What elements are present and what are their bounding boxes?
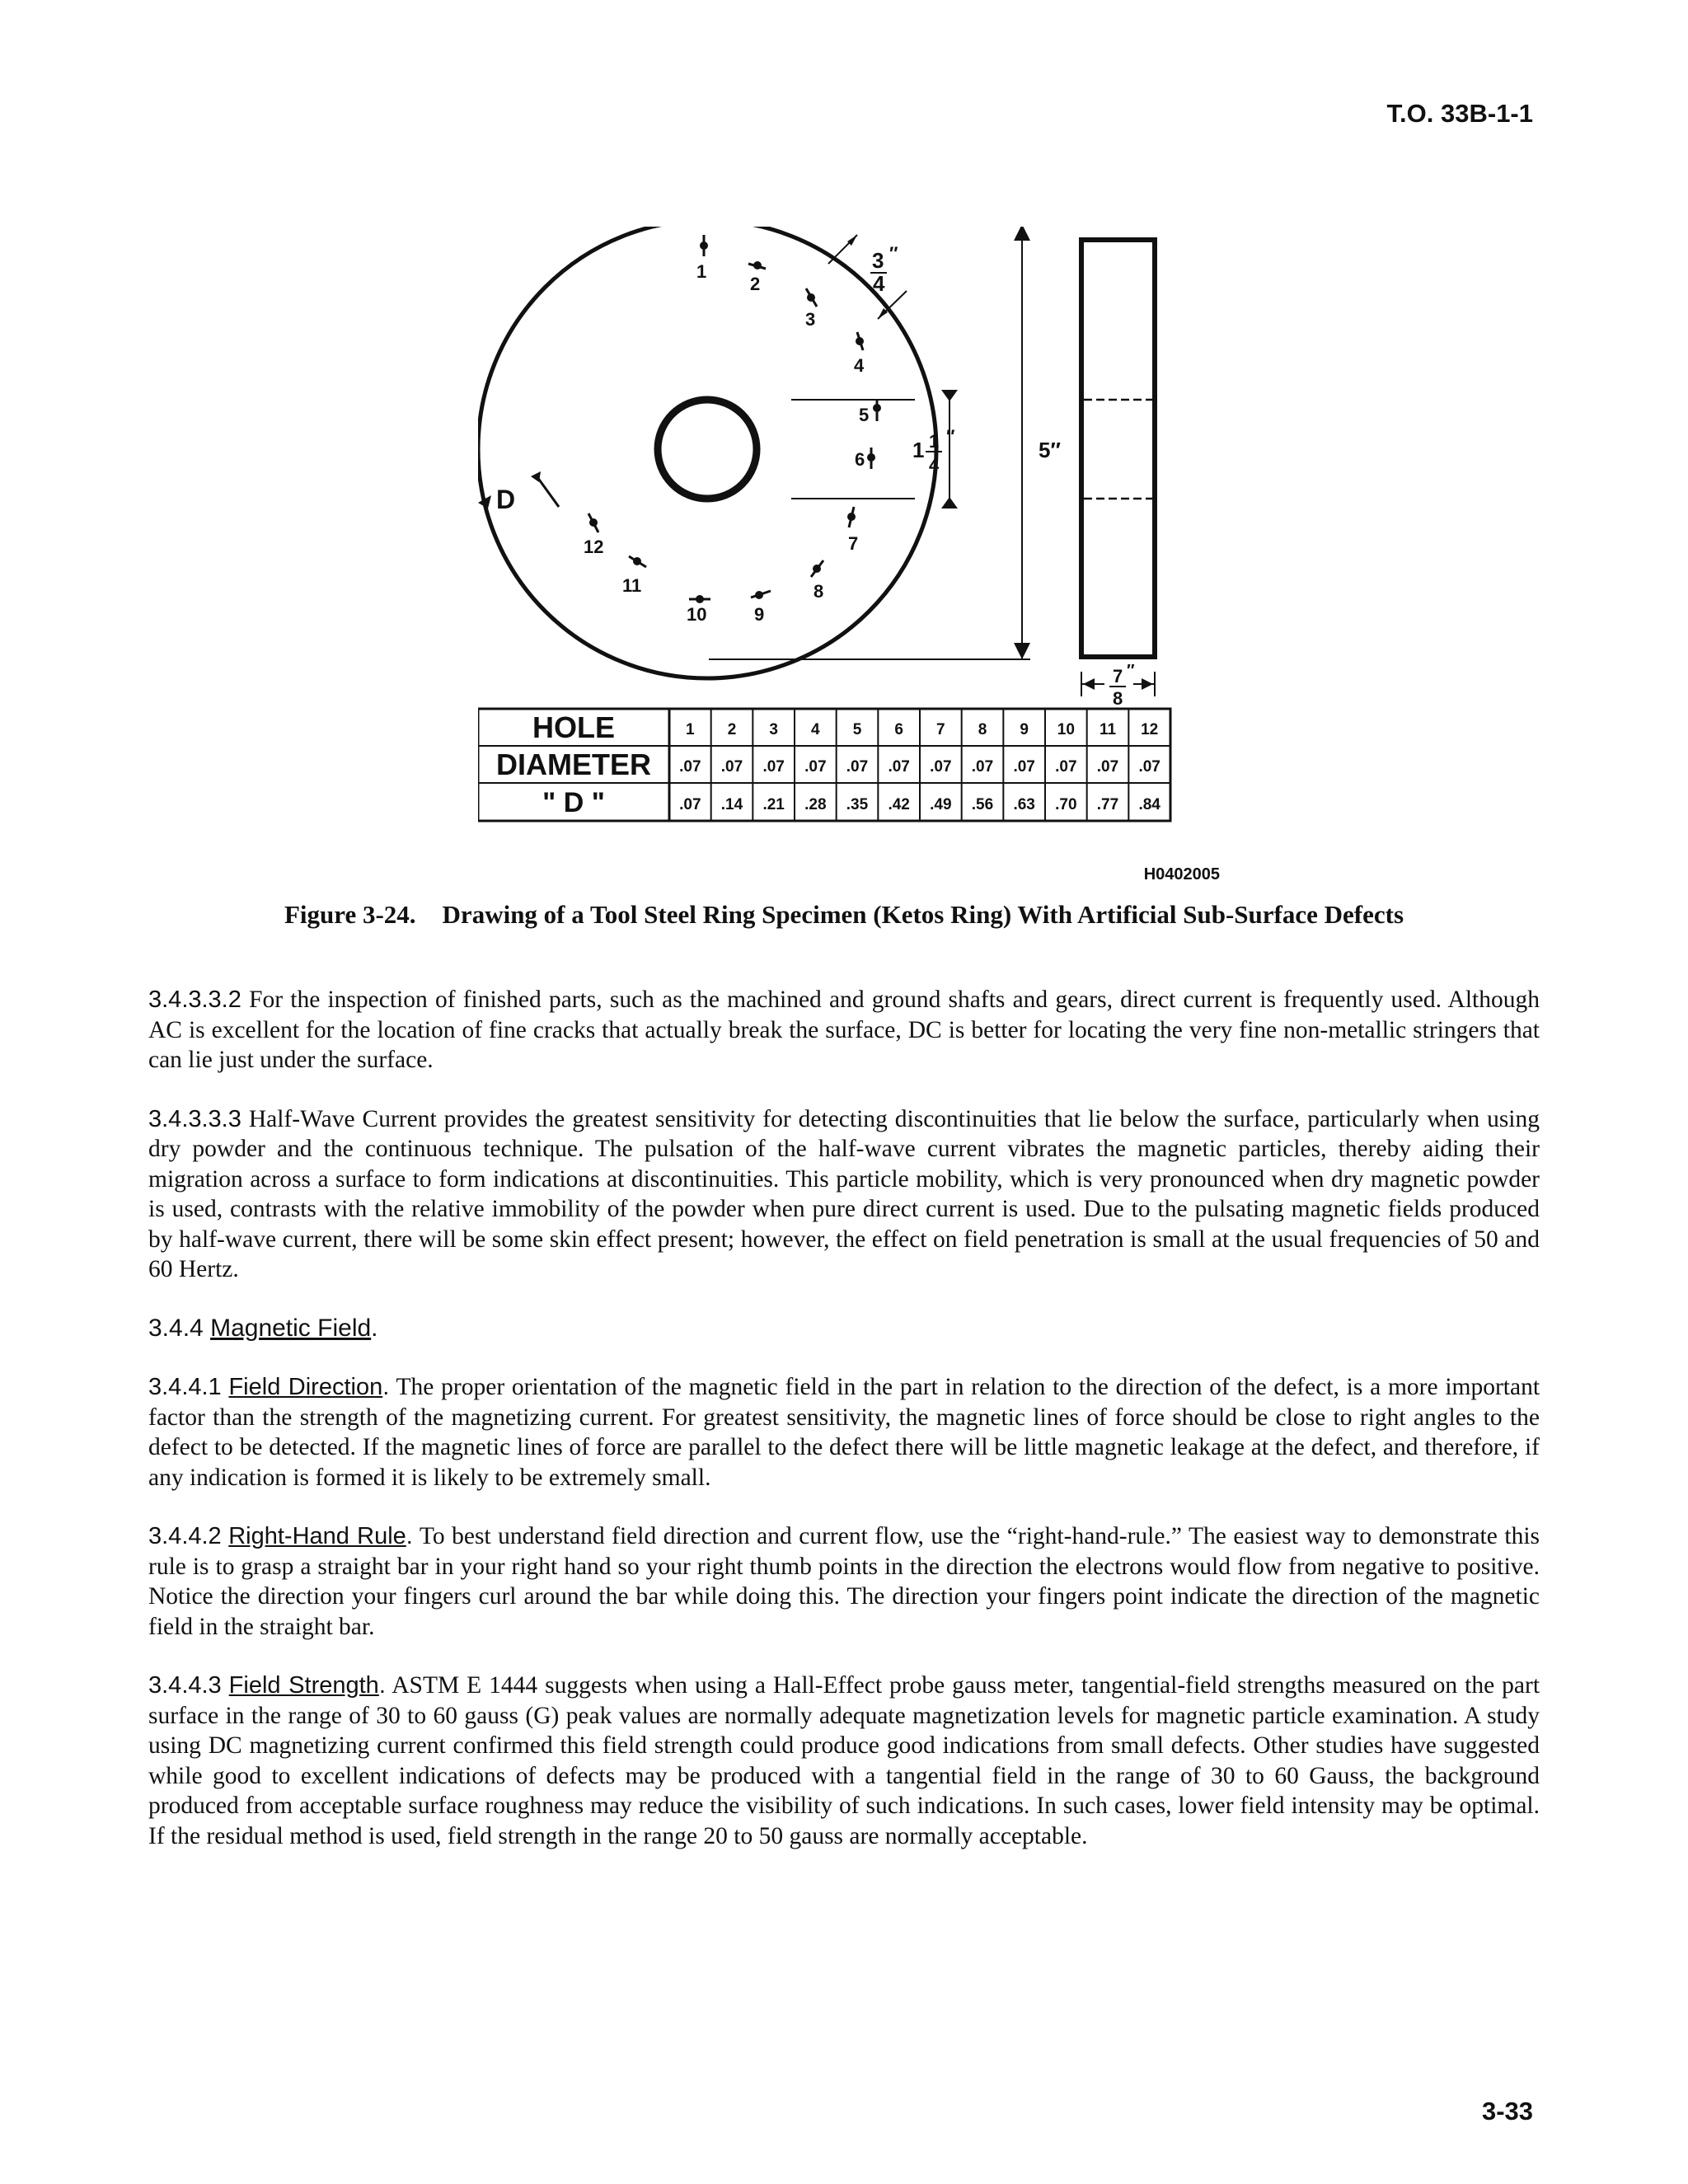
paragraph-number: 3.4.4.2	[148, 1523, 222, 1549]
svg-text:12: 12	[584, 537, 604, 557]
page-number: 3-33	[1481, 2097, 1533, 2125]
paragraph-3-4-3-3-2	[148, 985, 1540, 1076]
table-depth-value: .77	[1096, 796, 1119, 813]
defect-marker-2	[748, 261, 766, 294]
paragraph-text: ASTM E 1444 suggests when using a Hall-Effect probe gauss meter, tangential-field strengths measured on the part surface in the range of 30 to 60 gauss (G) peak values are normally adequate magnetization levels for magnetic particle examination. A study using DC magnetizing current confirmed this field strength could produce good indications from small defects. Other studies have suggested while good to excellent indications of defects may be produced with a tangential field in the range of 30 to 60 Gauss, the background produced from acceptable surface roughness may reduce the visibility of such indications. In such cases, lower field intensity may be optimal. If the residual method is used, field strength in the range 20 to 50 gauss are normally acceptable.	[148, 1672, 1540, 1849]
table-hole-number: 12	[1141, 721, 1159, 738]
table-depth-value: .70	[1055, 796, 1077, 813]
defect-marker-12	[584, 513, 603, 557]
defect-marker-8	[811, 560, 823, 602]
table-hole-number: 6	[894, 721, 903, 738]
depth-d-indicator	[478, 471, 559, 514]
paragraph-title: Right-Hand Rule	[228, 1523, 406, 1549]
defect-marker-11	[622, 556, 646, 596]
defect-marker-9	[751, 591, 771, 625]
paragraph-3-4-4-2: 3.4.4.2 Right-Hand Rule. To best understand field direction and current flow, use the “right-hand-rule.” The easiest way to demonstrate this rule is to grasp a straight bar in your right hand so your right thumb points in the direction the electrons would flow from negative to positive. Notice the direction your fingers curl around the bar while doing this. The direction your fingers point indicate the direction of the magnetic field in the straight bar.	[148, 1523, 1540, 1640]
table-diameter-label: DIAMETER	[496, 748, 651, 781]
paragraph-number: 3.4.3.3.2	[148, 987, 241, 1013]
defect-marker-1	[696, 235, 708, 282]
dim-3-4-numerator: 3	[872, 248, 884, 273]
table-depth-value: .56	[971, 796, 994, 813]
table-depth-value: .63	[1013, 796, 1035, 813]
svg-text:11: 11	[622, 575, 642, 596]
section-number: 3.4.4	[148, 1314, 204, 1342]
paragraph-title: Field Strength	[228, 1672, 379, 1699]
table-diameter-value: .07	[888, 758, 910, 776]
table-hole-number: 11	[1099, 721, 1117, 738]
table-hole-number: 1	[686, 721, 695, 738]
table-diameter-value: .07	[804, 758, 827, 776]
section-heading-3-4-4: 3.4.4 Magnetic Field.	[148, 1314, 378, 1342]
defect-marker-6	[855, 448, 875, 470]
table-diameter-value: .07	[846, 758, 869, 776]
defect-marker-5	[859, 400, 881, 425]
ring-bore-circle	[658, 400, 757, 499]
dim-7-8-denominator: 8	[1113, 688, 1123, 709]
table-hole-number: 10	[1057, 721, 1075, 738]
hole-table	[478, 709, 1170, 821]
dim-1-1-4-denominator: 4	[929, 455, 940, 476]
svg-text:3: 3	[805, 309, 816, 330]
dim-7-8-numerator: 7	[1113, 666, 1123, 687]
dim-3-4-unit: ″	[889, 243, 898, 264]
table-diameter-value: .07	[971, 758, 994, 776]
table-diameter-value: .07	[762, 758, 785, 776]
paragraph-number: 3.4.3.3.3	[148, 1105, 241, 1132]
figure-id: H0402005	[1143, 865, 1220, 883]
dim-1-1-4-numerator: 1	[929, 431, 940, 452]
table-depth-value: .07	[679, 796, 701, 813]
dim-1-1-4-unit: ″	[946, 426, 955, 447]
dim-7-8-unit: ″	[1127, 662, 1135, 680]
paragraph-text: To best understand field direction and current flow, use the “right-hand-rule.” The easiest way to demonstrate this rule is to grasp a straight bar in your right hand so your right thumb points in the direction the electrons would flow from negative to positive. Notice the direction your fingers curl around the bar while doing this. The direction your fingers point indicate the direction of the magnetic field in the straight bar.	[148, 1523, 1540, 1640]
table-diameter-value: .07	[930, 758, 952, 776]
body-text	[148, 985, 1540, 1880]
paragraph-3-4-4-3: 3.4.4.3 Field Strength. ASTM E 1444 suggests when using a Hall-Effect probe gauss meter, tangential-field strengths measured on the part surface in the range of 30 to 60 gauss (G) peak values are normally adequate magnetization levels for magnetic particle examination. A study using DC magnetizing current confirmed this field strength could produce good indications from small defects. Other studies have suggested while good to excellent indications of defects may be produced with a tangential field in the range of 30 to 60 Gauss, the background produced from acceptable surface roughness may reduce the visibility of such indications. In such cases, lower field intensity may be optimal. If the residual method is used, field strength in the range 20 to 50 gauss are normally acceptable.	[148, 1672, 1540, 1849]
ketos-ring-figure	[478, 227, 1220, 886]
table-depth-value: .84	[1138, 796, 1160, 813]
paragraph-3-4-3-3-3	[148, 1104, 1540, 1285]
paragraph-3-4-4-1: 3.4.4.1 Field Direction. The proper orientation of the magnetic field in the part in relation to the direction of the defect, is a more important factor than the strength of the magnetizing current. For greatest sensitivity, the magnetic lines of force should be close to right angles to the defect to be detected. If the magnetic lines of force are parallel to the defect there will be little magnetic leakage at the defect, and therefore, if any indication is formed it is likely to be extremely small.	[148, 1374, 1540, 1491]
section-title: Magnetic Field	[210, 1314, 372, 1342]
table-hole-number: 9	[1020, 721, 1029, 738]
table-depth-value: .21	[762, 796, 785, 813]
figure-caption	[0, 900, 1688, 930]
table-diameter-value: .07	[1096, 758, 1119, 776]
paragraph-text: The proper orientation of the magnetic field in the part in relation to the direction of the defect, is a more important factor than the strength of the magnetizing current. For greatest sensitivity, the magnetic lines of force should be close to right angles to the defect to be detected. If the magnetic lines of force are parallel to the defect there will be little magnetic leakage at the defect, and therefore, if any indication is formed it is likely to be extremely small.	[148, 1374, 1540, 1491]
table-depth-value: .14	[720, 796, 743, 813]
paragraph-title: Field Direction	[228, 1374, 383, 1400]
defect-marker-3	[805, 288, 817, 330]
document-id-header: T.O. 33B-1-1	[1386, 99, 1533, 128]
paragraph-number: 3.4.4.1	[148, 1374, 222, 1400]
svg-text:7: 7	[848, 533, 859, 554]
paragraph-text: Half-Wave Current provides the greatest sensitivity for detecting discontinuities that lie below the surface, particularly when using dry powder and the continuous technique. The pulsation of the half-wave current vibrates the magnetic particles, thereby aiding their migration across a surface to form indications at discontinuities. This particle mobility, which is very pronounced when dry magnetic powder is used, contrasts with the relative immobility of the powder when pure direct current is used. Due to the pulsating magnetic fields produced by half-wave current, there will be some skin effect present; however, the effect on field penetration is small at the usual frequencies of 50 and 60 Hertz.	[148, 1105, 1540, 1282]
table-hole-number: 2	[727, 721, 737, 738]
svg-text:D: D	[496, 485, 516, 514]
svg-text:10: 10	[687, 604, 707, 625]
table-hole-number: 5	[852, 721, 862, 738]
table-diameter-value: .07	[679, 758, 701, 776]
table-hole-number: 4	[811, 721, 820, 738]
table-depth-value: .28	[804, 796, 827, 813]
dim-1-1-4-whole: 1	[912, 438, 925, 462]
svg-text:6: 6	[855, 449, 865, 470]
svg-text:1: 1	[696, 261, 707, 282]
ring-outer-circle	[478, 227, 936, 678]
caption-number: Figure 3-24.	[284, 900, 416, 929]
paragraph-text: For the inspection of finished parts, such as the machined and ground shafts and gears, direct current is frequently used. Although AC is excellent for the location of fine cracks that actually break the surface, DC is better for locating the very fine non-metallic stringers that can lie just under the surface.	[148, 987, 1540, 1073]
paragraph-number: 3.4.4.3	[148, 1672, 222, 1699]
table-diameter-value: .07	[1055, 758, 1077, 776]
svg-text:4: 4	[854, 355, 865, 376]
defect-marker-7	[847, 507, 858, 554]
table-hole-number: 7	[936, 721, 945, 738]
ring-side-view	[1081, 240, 1155, 657]
table-diameter-value: .07	[720, 758, 743, 776]
svg-text:2: 2	[750, 274, 761, 294]
dim-5-inch: 5″	[1039, 438, 1061, 462]
table-hole-number: 3	[769, 721, 778, 738]
table-depth-value: .42	[888, 796, 910, 813]
caption-text: Drawing of a Tool Steel Ring Specimen (Ketos Ring) With Artificial Sub-Surface Defects	[442, 900, 1404, 929]
defect-marker-4	[854, 332, 865, 376]
svg-text:9: 9	[754, 604, 765, 625]
table-diameter-value: .07	[1138, 758, 1160, 776]
table-hole-label: HOLE	[532, 710, 616, 744]
table-depth-label: " D "	[542, 787, 605, 818]
table-hole-number: 8	[978, 721, 987, 738]
table-depth-value: .35	[846, 796, 869, 813]
table-diameter-value: .07	[1013, 758, 1035, 776]
ring-drawing	[478, 227, 1220, 886]
table-depth-value: .49	[930, 796, 952, 813]
svg-text:5: 5	[859, 405, 870, 425]
dim-3-4-denominator: 4	[873, 271, 885, 296]
svg-text:8: 8	[814, 581, 824, 602]
defect-marker-10	[687, 595, 710, 625]
